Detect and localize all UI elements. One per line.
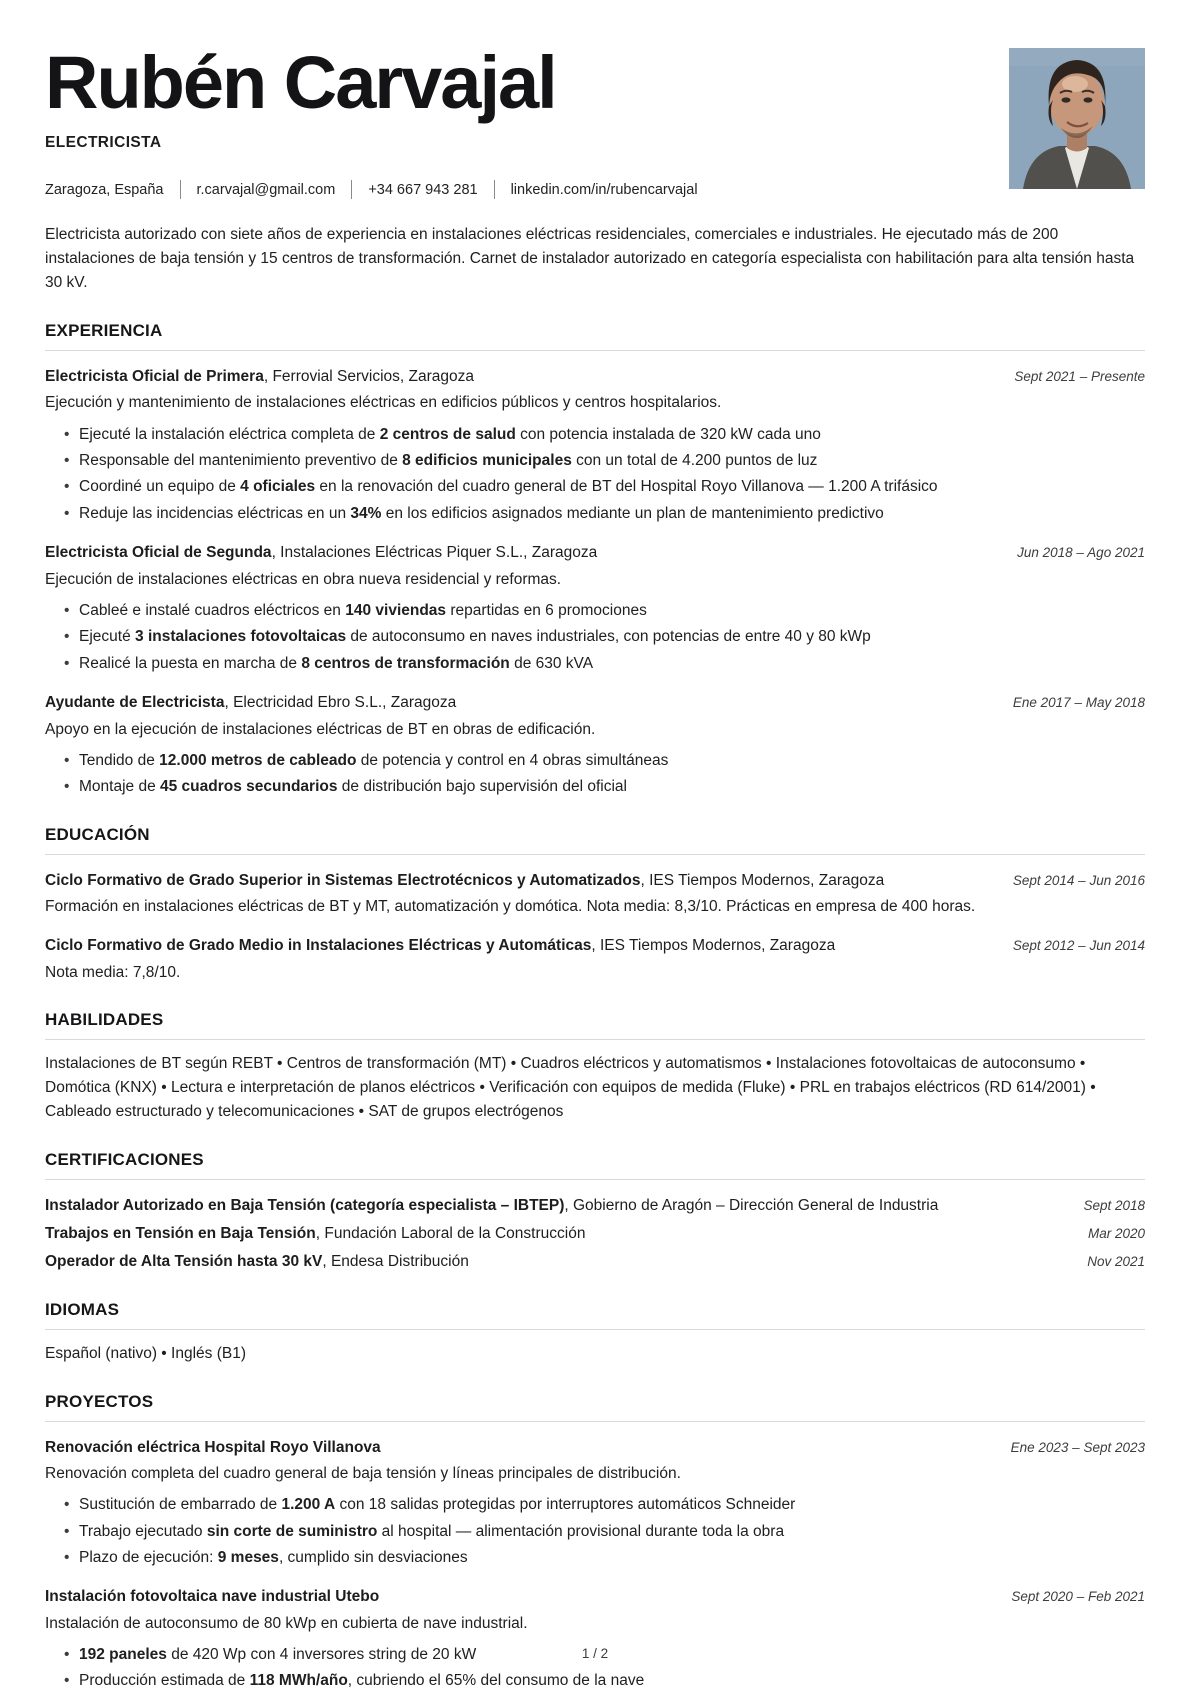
job-entry [45, 691, 1145, 798]
bullet-item: • Cableé e instalé cuadros eléctricos en 140 viviendas repartidas en 6 promociones [64, 600, 1145, 622]
project-dates: Ene 2023 – Sept 2023 [1010, 1439, 1145, 1455]
bullet-item: • Responsable del mantenimiento preventivo de 8 edificios municipales con un total de 4.200 puntos de luz [64, 450, 1145, 472]
education-degree: Ciclo Formativo de Grado Superior in Sistemas Electrotécnicos y Automatizados [45, 871, 641, 889]
education-school: , IES Tiempos Modernos, Zaragoza [591, 937, 836, 955]
certification-row [45, 1250, 1145, 1273]
skills-heading: HABILIDADES [45, 1010, 1145, 1040]
headshot-illustration [1009, 48, 1145, 189]
job-dates: Ene 2017 – May 2018 [1012, 695, 1145, 711]
bullet-item: • Coordiné un equipo de 4 oficiales en la renovación del cuadro general de BT del Hospital Royo Villanova — 1.200 A trifásico [64, 476, 1145, 498]
contact-linkedin: linkedin.com/in/rubencarvajal [510, 181, 698, 198]
certification-name: Instalador Autorizado en Baja Tensión (categoría especialista – IBTEP) [45, 1196, 565, 1214]
skills-list: Instalaciones de BT según REBT • Centros de transformación (MT) • Cuadros eléctricos y automatismos • Instalaciones fotovoltaicas de autoconsumo • Domótica (KNX) • Lectura e interpretación de planos eléctricos • Verificación con equipos de medida (Fluke) • PRL en trabajos eléctricos (RD 614/2001) • Cableado estructurado y telecomunicaciones • SAT de grupos electrógenos [45, 1054, 1096, 1120]
job-title-line [45, 691, 456, 714]
contact-row [45, 180, 1145, 199]
contact-email: r.carvajal@gmail.com [196, 181, 336, 198]
project-name: Renovación eléctrica Hospital Royo Villanova [45, 1438, 381, 1456]
resume-header [45, 41, 1145, 152]
job-entry [45, 541, 1145, 675]
job-role: Electricista Oficial de Segunda [45, 544, 272, 562]
project-bullets [45, 1494, 1145, 1569]
contact-divider [494, 180, 495, 199]
certification-title-line [45, 1222, 585, 1245]
certification-issuer: , Gobierno de Aragón – Dirección General de Industria [564, 1196, 939, 1214]
education-dates: Sept 2014 – Jun 2016 [1012, 872, 1145, 888]
certification-name: Operador de Alta Tensión hasta 30 kV [45, 1253, 323, 1271]
bullet-item: • 192 paneles de 420 Wp con 4 inversores string de 20 kW [64, 1644, 1145, 1666]
profile-photo [1009, 48, 1145, 189]
contact-phone: +34 667 943 281 [368, 181, 478, 198]
bullet-item: • Ejecuté la instalación eléctrica completa de 2 centros de salud con potencia instalada de 320 kW cada uno [64, 424, 1145, 446]
candidate-name: Rubén Carvajal [45, 41, 556, 124]
certification-row [45, 1194, 1145, 1217]
contact-divider [351, 180, 352, 199]
education-section [45, 825, 1145, 984]
bullet-item: • Tendido de 12.000 metros de cableado de potencia y control en 4 obras simultáneas [64, 750, 1145, 772]
languages-section [45, 1300, 1145, 1366]
education-dates: Sept 2012 – Jun 2014 [1012, 938, 1145, 954]
job-dates: Jun 2018 – Ago 2021 [1017, 545, 1145, 561]
certification-row [45, 1222, 1145, 1245]
job-bullets [45, 600, 1145, 675]
experience-heading: EXPERIENCIA [45, 321, 1145, 351]
bullet-item: • Reduje las incidencias eléctricas en un 34% en los edificios asignados mediante un plan de mantenimiento predictivo [64, 503, 1145, 525]
page-indicator: 1 / 2 [581, 1646, 609, 1661]
certification-issuer: , Fundación Laboral de la Construcción [315, 1225, 586, 1243]
languages-heading: IDIOMAS [45, 1300, 1145, 1330]
certification-issuer: , Endesa Distribución [322, 1253, 469, 1271]
languages-list: Español (nativo) • Inglés (B1) [45, 1344, 246, 1362]
job-company: , Ferrovial Servicios, Zaragoza [263, 368, 475, 386]
job-description: Apoyo en la ejecución de instalaciones eléctricas de BT en obras de edificación. [45, 720, 596, 738]
job-role: Ayudante de Electricista [45, 694, 225, 712]
project-entry [45, 1436, 1145, 1570]
education-description: Nota media: 7,8/10. [45, 963, 181, 981]
project-title-line [45, 1585, 379, 1608]
bullet-item: • Plazo de ejecución: 9 meses, cumplido sin desviaciones [64, 1547, 1145, 1569]
bullet-item: • Producción estimada de 118 MWh/año, cubriendo el 65% del consumo de la nave [64, 1670, 1145, 1692]
project-name: Instalación fotovoltaica nave industrial Utebo [45, 1588, 380, 1606]
job-company: , Electricidad Ebro S.L., Zaragoza [224, 694, 457, 712]
education-school: , IES Tiempos Modernos, Zaragoza [640, 871, 885, 889]
certification-date: Nov 2021 [1087, 1254, 1145, 1270]
job-title-line [45, 365, 474, 388]
contact-location: Zaragoza, España [45, 181, 164, 198]
project-description: Renovación completa del cuadro general de baja tensión y líneas principales de distribución. [45, 1464, 681, 1482]
profile-summary: Electricista autorizado con siete años de experiencia en instalaciones eléctricas residenciales, comerciales e industriales. He ejecutado más de 200 instalaciones de baja tensión y 15 centros de transformación. Carnet de instalador autorizado en categoría especialista con habilitación para alta tensión hasta 30 kV. [45, 226, 1135, 292]
project-description: Instalación de autoconsumo de 80 kWp en cubierta de nave industrial. [45, 1614, 528, 1632]
education-degree: Ciclo Formativo de Grado Medio in Instalaciones Eléctricas y Automáticas [45, 937, 592, 955]
job-bullets [45, 750, 1145, 799]
experience-section [45, 321, 1145, 799]
bullet-item: • Montaje de 45 cuadros secundarios de distribución bajo supervisión del oficial [64, 776, 1145, 798]
education-heading: EDUCACIÓN [45, 825, 1145, 855]
project-entry [45, 1585, 1145, 1692]
education-title-line [45, 934, 835, 957]
projects-heading: PROYECTOS [45, 1392, 1145, 1422]
bullet-item: • Ejecuté 3 instalaciones fotovoltaicas de autoconsumo en naves industriales, con potencias de entre 40 y 80 kWp [64, 626, 1145, 648]
bullet-item: • Trabajo ejecutado sin corte de suministro al hospital — alimentación provisional durante toda la obra [64, 1521, 1145, 1543]
certifications-heading: CERTIFICACIONES [45, 1150, 1145, 1180]
bullet-item: • Sustitución de embarrado de 1.200 A con 18 salidas protegidas por interruptores automáticos Schneider [64, 1494, 1145, 1516]
education-entry [45, 934, 1145, 984]
job-description: Ejecución y mantenimiento de instalaciones eléctricas en edificios públicos y centros hospitalarios. [45, 394, 722, 412]
education-title-line [45, 869, 884, 892]
certification-name: Trabajos en Tensión en Baja Tensión [45, 1225, 316, 1243]
project-dates: Sept 2020 – Feb 2021 [1011, 1589, 1145, 1605]
certification-title-line [45, 1250, 469, 1273]
education-entry [45, 869, 1145, 919]
skills-section [45, 1010, 1145, 1124]
education-description: Formación en instalaciones eléctricas de BT y MT, automatización y domótica. Nota media: 8,3/10. Prácticas en empresa de 400 horas. [45, 898, 976, 916]
bullet-item: • Realicé la puesta en marcha de 8 centros de transformación de 630 kVA [64, 653, 1145, 675]
certifications-section [45, 1150, 1145, 1274]
candidate-job-title: ELECTRICISTA [45, 134, 162, 151]
contact-divider [180, 180, 181, 199]
job-company: , Instalaciones Eléctricas Piquer S.L., Zaragoza [271, 544, 598, 562]
job-dates: Sept 2021 – Presente [1014, 369, 1145, 385]
project-title-line [45, 1436, 381, 1459]
certification-title-line [45, 1194, 938, 1217]
job-bullets [45, 424, 1145, 526]
certification-date: Sept 2018 [1083, 1197, 1145, 1213]
job-description: Ejecución de instalaciones eléctricas en obra nueva residencial y reformas. [45, 570, 562, 588]
job-entry [45, 365, 1145, 525]
job-role: Electricista Oficial de Primera [45, 368, 264, 386]
certification-date: Mar 2020 [1087, 1226, 1145, 1242]
job-title-line [45, 541, 597, 564]
